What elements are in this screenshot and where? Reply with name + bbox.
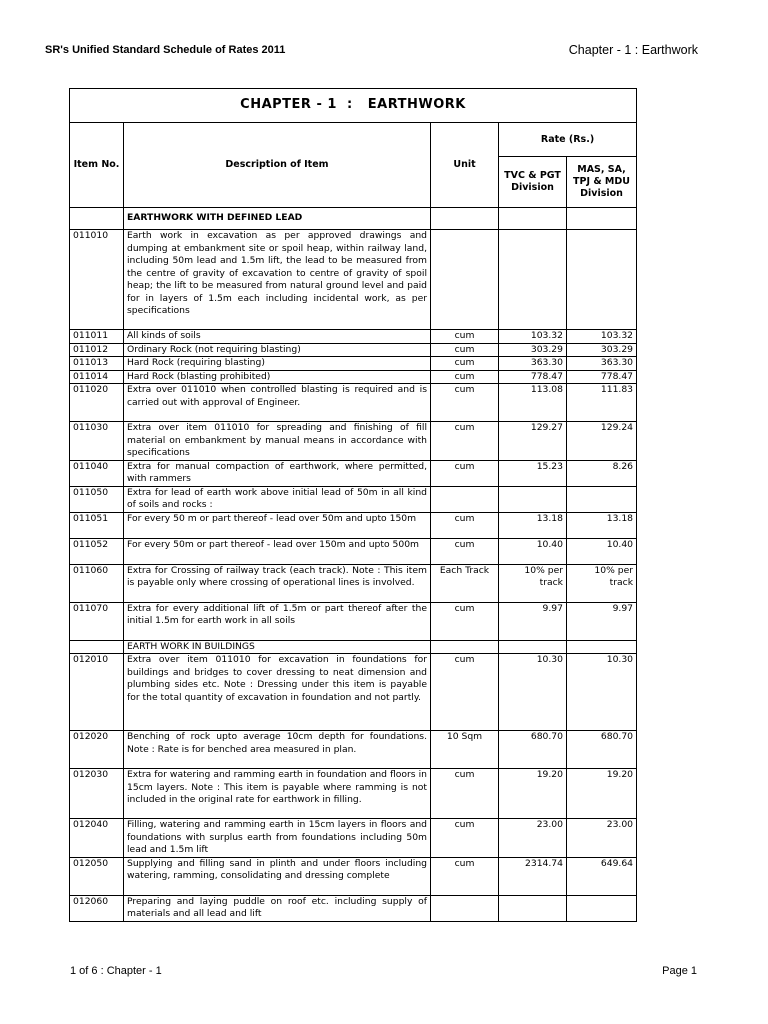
chapter-title: CHAPTER - 1 : EARTHWORK <box>70 89 637 123</box>
description-cell: EARTH WORK IN BUILDINGS <box>124 640 431 654</box>
item-number-cell <box>70 208 124 230</box>
rate-tvc-pgt-cell <box>499 486 567 512</box>
table-row <box>70 330 637 344</box>
rate-mas-sa-tpj-mdu-cell <box>567 208 637 230</box>
description-cell: Supplying and filling sand in plinth and under floors including watering, ramming, consolidating and dressing complete <box>124 857 431 895</box>
description-cell: Extra over item 011010 for spreading and finishing of fill material on embankment by manual means in accordance with specifications <box>124 422 431 461</box>
description-cell: For every 50 m or part thereof - lead over 50m and upto 150m <box>124 512 431 538</box>
rate-mas-sa-tpj-mdu-cell: 129.24 <box>567 422 637 461</box>
page-footer-page-number: Page 1 <box>662 965 697 977</box>
table-row <box>70 208 637 230</box>
page-header-chapter: Chapter - 1 : Earthwork <box>568 43 698 57</box>
table-row <box>70 819 637 858</box>
rate-mas-sa-tpj-mdu-cell: 10% per track <box>567 564 637 602</box>
table-row <box>70 460 637 486</box>
rate-tvc-pgt-cell: 9.97 <box>499 602 567 640</box>
unit-cell: cum <box>431 857 499 895</box>
description-cell: Ordinary Rock (not requiring blasting) <box>124 343 431 357</box>
unit-cell: cum <box>431 654 499 731</box>
unit-cell: cum <box>431 769 499 819</box>
item-number-cell: 011040 <box>70 460 124 486</box>
rate-mas-sa-tpj-mdu-cell <box>567 486 637 512</box>
rate-tvc-pgt-cell: 10% per track <box>499 564 567 602</box>
rate-tvc-pgt-cell <box>499 230 567 330</box>
description-cell: EARTHWORK WITH DEFINED LEAD <box>124 208 431 230</box>
rate-tvc-pgt-cell: 2314.74 <box>499 857 567 895</box>
description-cell: Benching of rock upto average 10cm depth for foundations. Note : Rate is for benched area measured in plan. <box>124 731 431 769</box>
table-row <box>70 538 637 564</box>
column-header-unit: Unit <box>431 123 499 208</box>
rate-mas-sa-tpj-mdu-cell: 103.32 <box>567 330 637 344</box>
unit-cell: cum <box>431 460 499 486</box>
description-cell: Extra for watering and ramming earth in foundation and floors in 15cm layers. Note : This item is payable where ramming is not included in the original rate for earthwork in filling. <box>124 769 431 819</box>
rate-tvc-pgt-cell: 10.30 <box>499 654 567 731</box>
table-row <box>70 230 637 330</box>
unit-cell: cum <box>431 330 499 344</box>
description-cell: Extra for Crossing of railway track (each track). Note : This item is payable only where crossing of operational lines is involved. <box>124 564 431 602</box>
rate-tvc-pgt-cell: 680.70 <box>499 731 567 769</box>
rate-mas-sa-tpj-mdu-cell: 13.18 <box>567 512 637 538</box>
item-number-cell: 012060 <box>70 895 124 921</box>
unit-cell: cum <box>431 343 499 357</box>
rate-tvc-pgt-cell: 19.20 <box>499 769 567 819</box>
item-number-cell: 012010 <box>70 654 124 731</box>
rate-mas-sa-tpj-mdu-cell <box>567 895 637 921</box>
item-number-cell: 011014 <box>70 370 124 384</box>
unit-cell <box>431 895 499 921</box>
item-number-cell: 011030 <box>70 422 124 461</box>
rate-mas-sa-tpj-mdu-cell <box>567 230 637 330</box>
table-row <box>70 370 637 384</box>
table-row <box>70 384 637 422</box>
table-row <box>70 357 637 371</box>
description-cell: Earth work in excavation as per approved drawings and dumping at embankment site or spoil heap, within railway land, including 50m lead and 1.5m lift, the lead to be measured from the centre of gravity of excavation to centre of gravity of spoil heap; the lift to be measured from natural ground level and paid for in layers of 1.5m each including incidental work, as per specifications <box>124 230 431 330</box>
unit-cell: cum <box>431 602 499 640</box>
rate-tvc-pgt-cell: 113.08 <box>499 384 567 422</box>
rate-mas-sa-tpj-mdu-cell: 111.83 <box>567 384 637 422</box>
rate-tvc-pgt-cell: 15.23 <box>499 460 567 486</box>
item-number-cell: 011060 <box>70 564 124 602</box>
description-cell: Extra for manual compaction of earthwork, where permitted, with rammers <box>124 460 431 486</box>
table-row <box>70 640 637 654</box>
item-number-cell: 011051 <box>70 512 124 538</box>
description-cell: Hard Rock (requiring blasting) <box>124 357 431 371</box>
item-number-cell: 011012 <box>70 343 124 357</box>
table-row <box>70 512 637 538</box>
item-number-cell: 011020 <box>70 384 124 422</box>
description-cell: Extra for lead of earth work above initial lead of 50m in all kind of soils and rocks : <box>124 486 431 512</box>
item-number-cell: 012030 <box>70 769 124 819</box>
description-cell: Preparing and laying puddle on roof etc. including supply of materials and all lead and lift <box>124 895 431 921</box>
rate-tvc-pgt-cell: 363.30 <box>499 357 567 371</box>
item-number-cell <box>70 640 124 654</box>
table-body <box>70 208 637 922</box>
table-row <box>70 857 637 895</box>
description-cell: Extra over 011010 when controlled blasting is required and is carried out with approval of Engineer. <box>124 384 431 422</box>
item-number-cell: 011070 <box>70 602 124 640</box>
description-cell: All kinds of soils <box>124 330 431 344</box>
rate-mas-sa-tpj-mdu-cell: 363.30 <box>567 357 637 371</box>
unit-cell: cum <box>431 512 499 538</box>
rate-mas-sa-tpj-mdu-cell: 10.30 <box>567 654 637 731</box>
table-row <box>70 602 637 640</box>
unit-cell: cum <box>431 819 499 858</box>
table-row <box>70 731 637 769</box>
item-number-cell: 011011 <box>70 330 124 344</box>
table-row <box>70 564 637 602</box>
rate-mas-sa-tpj-mdu-cell: 778.47 <box>567 370 637 384</box>
description-cell: Hard Rock (blasting prohibited) <box>124 370 431 384</box>
unit-cell <box>431 640 499 654</box>
rate-mas-sa-tpj-mdu-cell: 19.20 <box>567 769 637 819</box>
unit-cell: cum <box>431 538 499 564</box>
table-row <box>70 654 637 731</box>
item-number-cell: 011013 <box>70 357 124 371</box>
column-header-rate-mas-sa-tpj-mdu: MAS, SA, TPJ & MDU Division <box>567 157 637 208</box>
item-number-cell: 011050 <box>70 486 124 512</box>
rate-tvc-pgt-cell: 303.29 <box>499 343 567 357</box>
rate-tvc-pgt-cell: 13.18 <box>499 512 567 538</box>
description-cell: Extra for every additional lift of 1.5m or part thereof after the initial 1.5m for earth work in all soils <box>124 602 431 640</box>
rate-tvc-pgt-cell: 23.00 <box>499 819 567 858</box>
unit-cell: Each Track <box>431 564 499 602</box>
description-cell: Extra over item 011010 for excavation in foundations for buildings and bridges to cover dressing to neat dimension and plumbing sides etc. Note : Dressing under this item is payable for the total quantity of excavation in foundation and not partly. <box>124 654 431 731</box>
column-header-item-no: Item No. <box>70 123 124 208</box>
unit-cell: 10 Sqm <box>431 731 499 769</box>
table-row <box>70 422 637 461</box>
rate-mas-sa-tpj-mdu-cell: 9.97 <box>567 602 637 640</box>
rate-tvc-pgt-cell: 103.32 <box>499 330 567 344</box>
rate-tvc-pgt-cell <box>499 640 567 654</box>
item-number-cell: 012040 <box>70 819 124 858</box>
column-header-rate-tvc-pgt: TVC & PGT Division <box>499 157 567 208</box>
description-cell: For every 50m or part thereof - lead over 150m and upto 500m <box>124 538 431 564</box>
unit-cell <box>431 208 499 230</box>
unit-cell: cum <box>431 357 499 371</box>
description-cell: Filling, watering and ramming earth in 15cm layers in floors and foundations with surplus earth from foundations including 50m lead and 1.5m lift <box>124 819 431 858</box>
unit-cell: cum <box>431 422 499 461</box>
table-row <box>70 343 637 357</box>
column-header-rate: Rate (Rs.) <box>499 123 637 157</box>
table-row <box>70 769 637 819</box>
unit-cell <box>431 230 499 330</box>
rate-tvc-pgt-cell: 778.47 <box>499 370 567 384</box>
item-number-cell: 012020 <box>70 731 124 769</box>
table-row <box>70 486 637 512</box>
column-header-description: Description of Item <box>124 123 431 208</box>
rate-mas-sa-tpj-mdu-cell: 8.26 <box>567 460 637 486</box>
rate-tvc-pgt-cell: 10.40 <box>499 538 567 564</box>
page-footer-pagination: 1 of 6 : Chapter - 1 <box>70 965 162 977</box>
unit-cell <box>431 486 499 512</box>
rate-mas-sa-tpj-mdu-cell: 680.70 <box>567 731 637 769</box>
unit-cell: cum <box>431 370 499 384</box>
rate-mas-sa-tpj-mdu-cell: 10.40 <box>567 538 637 564</box>
rate-tvc-pgt-cell <box>499 208 567 230</box>
rate-mas-sa-tpj-mdu-cell <box>567 640 637 654</box>
rate-tvc-pgt-cell <box>499 895 567 921</box>
item-number-cell: 012050 <box>70 857 124 895</box>
rate-mas-sa-tpj-mdu-cell: 649.64 <box>567 857 637 895</box>
table-row <box>70 895 637 921</box>
rate-schedule-table <box>69 88 637 922</box>
rate-mas-sa-tpj-mdu-cell: 23.00 <box>567 819 637 858</box>
page-header-title: SR's Unified Standard Schedule of Rates 2011 <box>45 44 286 56</box>
rate-mas-sa-tpj-mdu-cell: 303.29 <box>567 343 637 357</box>
item-number-cell: 011052 <box>70 538 124 564</box>
item-number-cell: 011010 <box>70 230 124 330</box>
rate-tvc-pgt-cell: 129.27 <box>499 422 567 461</box>
unit-cell: cum <box>431 384 499 422</box>
